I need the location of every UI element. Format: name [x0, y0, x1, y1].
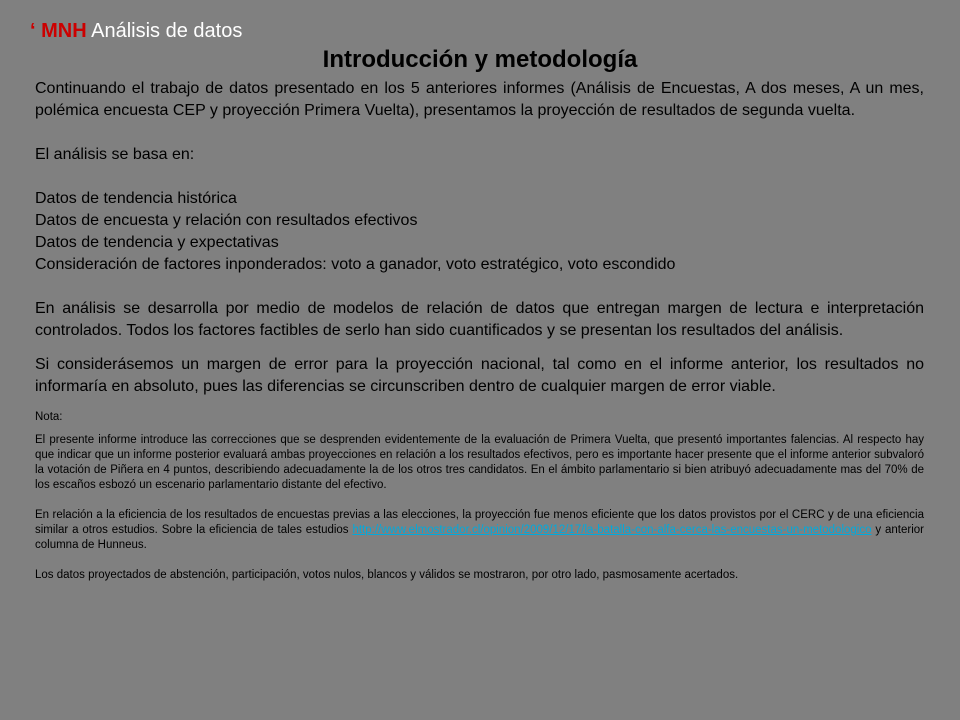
method-paragraph: En análisis se desarrolla por medio de modelos de relación de datos que entregan margen de lectura e interpretación controlados. Todos los factores factibles de serlo han sido cuantificados y se presentan los resultados del análisis. — [35, 300, 924, 339]
basis-item: Datos de tendencia histórica — [35, 190, 237, 207]
margin-paragraph: Si considerásemos un margen de error para la proyección nacional, tal como en el informe anterior, los resultados no informaría en absoluto, pues las diferencias se circunscriben dentro de cualquier margen de error viable. — [35, 356, 924, 395]
basis-heading: El análisis se basa en: — [35, 146, 195, 163]
header — [30, 18, 242, 44]
basis-item: Consideración de factores inponderados: voto a ganador, voto estratégico, voto escondido — [35, 256, 676, 273]
note-paragraph: El presente informe introduce las correcciones que se desprenden evidentemente de la evaluación de Primera Vuelta, que presentó importantes falencias. Al respecto hay que indicar que un informe posterior evaluará ambas proyecciones en relación a los resultados efectivos, pero es importante hacer presente que el informe anterior subvaloró la votación de Piñera en 4 puntos, describiendo adecuadamente la de los otros tres candidatos. En el ámbito parlamentario si bien atribuyó adecuadamente mas del 70% de los escaños esbozó un escenario parlamentario distante del efectivo. — [35, 434, 924, 491]
note-paragraph-efficiency — [35, 508, 924, 553]
note-paragraph: Los datos proyectados de abstención, participación, votos nulos, blancos y válidos se mostraron, por otro lado, pasmosamente acertados. — [35, 569, 739, 581]
note-text: y anterior columna de Hunneus. — [35, 524, 924, 551]
brand-logo: MNH — [41, 20, 87, 42]
brand-quote: ‘ — [30, 20, 36, 42]
basis-item: Datos de encuesta y relación con resultados efectivos — [35, 212, 418, 229]
note-label: Nota: — [35, 411, 63, 423]
header-subtitle: Análisis de datos — [91, 20, 243, 42]
slide-content — [35, 78, 924, 583]
page-title: Introducción y metodología — [322, 46, 638, 73]
basis-item: Datos de tendencia y expectativas — [35, 234, 279, 251]
intro-paragraph: Continuando el trabajo de datos presentado en los 5 anteriores informes (Análisis de Encuestas, A dos meses, A un mes, polémica encuesta CEP y proyección Primera Vuelta), presentamos la proyección de resultados de segunda vuelta. — [35, 80, 924, 119]
source-link[interactable]: http://www.elmostrador.cl/opinion/2009/12/17/la-batalla-con-alfa-cerca-las-encuestas-un-metodologico — [352, 524, 872, 536]
note-text: En relación a la eficiencia de los resultados de encuestas previas a las elecciones, la proyección fue menos eficiente que los datos provistos por el CERC y de una eficiencia similar a otros estudios. Sobre la eficiencia de tales estudios — [35, 509, 924, 536]
